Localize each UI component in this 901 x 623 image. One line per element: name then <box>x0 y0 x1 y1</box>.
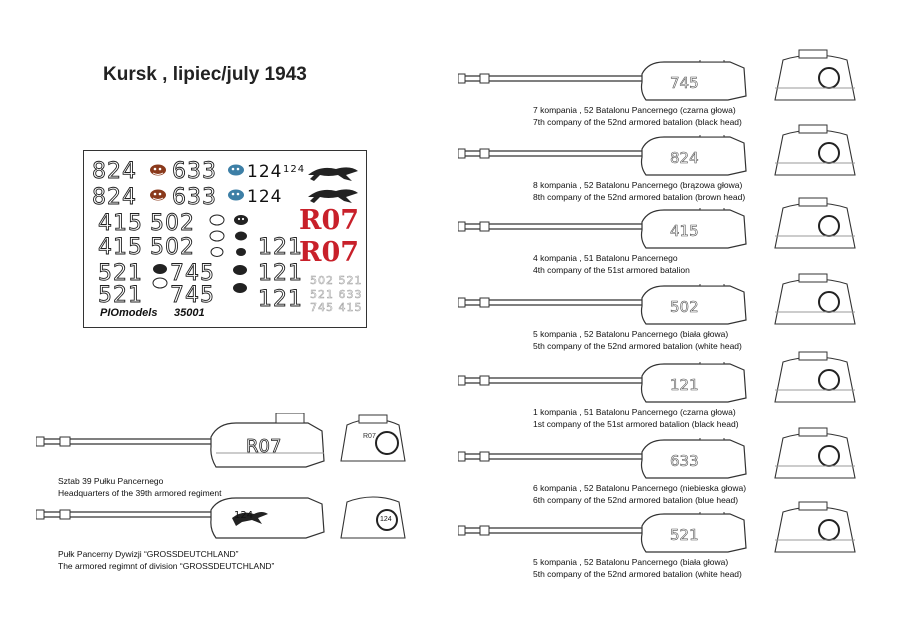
caption-english: 5th company of the 52nd armored batalion (white head) <box>533 569 742 579</box>
panther-head-icon <box>230 263 250 297</box>
caption-polish: 6 kompania , 52 Batalonu Pancernego (niebieska głowa) <box>533 483 747 493</box>
faded-decal-row: 521 633 <box>310 288 363 301</box>
panther-head-icon <box>226 163 246 177</box>
leaping-panther-icon <box>306 183 360 205</box>
decal-number: 745 <box>170 283 215 308</box>
decal-number: 633 <box>172 159 217 184</box>
turret-front-number: R07 <box>363 433 376 440</box>
decal-number: 824 <box>92 159 137 184</box>
tank-side-view <box>458 362 750 404</box>
panther-head-icon <box>150 261 170 291</box>
turret-front-view <box>771 48 859 104</box>
decal-number: 124 <box>283 164 306 175</box>
caption-polish: 8 kompania , 52 Batalonu Pancernego (brązowa głowa) <box>533 180 743 190</box>
caption-polish: 4 kompania , 51 Batalonu Pancernego <box>533 253 678 263</box>
caption-english: 8th company of the 52nd armored batalion (brown head) <box>533 192 746 202</box>
tank-side-view <box>36 496 326 540</box>
decal-number: 121 <box>258 287 303 312</box>
panther-head-icon <box>208 213 252 227</box>
turret-number: 745 <box>670 74 699 92</box>
panther-head-icon <box>226 188 246 202</box>
page-title: Kursk , lipiec/july 1943 <box>103 64 307 85</box>
tank-side-view <box>36 413 326 473</box>
decal-sheet <box>83 150 367 328</box>
faded-decal-row: 502 521 <box>310 274 363 287</box>
turret-front-view <box>771 272 859 328</box>
turret-front-view <box>771 123 859 179</box>
tank-side-view <box>458 512 750 554</box>
caption-polish: 7 kompania , 52 Batalonu Pancernego (czarna głowa) <box>533 105 736 115</box>
turret-number: 121 <box>670 376 699 394</box>
panther-head-icon <box>208 245 252 259</box>
tank-side-view <box>458 60 750 102</box>
turret-front-number: 124 <box>380 516 392 523</box>
brand-name: PIOmodels <box>100 307 158 319</box>
turret-number: 521 <box>670 526 699 544</box>
tank-side-view <box>458 438 750 480</box>
red-decal-code: R07 <box>299 237 360 268</box>
turret-number: 124 <box>234 510 254 521</box>
decal-number: 121 <box>258 235 303 260</box>
decal-number: 824 <box>92 185 137 210</box>
turret-front-view <box>337 411 409 467</box>
panther-head-icon <box>148 163 168 177</box>
decal-number: 124 <box>247 162 283 182</box>
decal-number: 415 <box>98 235 143 260</box>
caption-polish: Pułk Pancerny Dywizji “GROSSDEUTCHLAND” <box>58 549 239 559</box>
decal-number: 502 <box>150 211 195 236</box>
caption-english: 6th company of the 52nd armored batalion (blue head) <box>533 495 739 505</box>
caption-polish: 5 kompania , 52 Batalonu Pancernego (biała głowa) <box>533 329 729 339</box>
turret-number: 415 <box>670 222 699 240</box>
caption-english: 1st company of the 51st armored batalion (black head) <box>533 419 739 429</box>
decal-number: 521 <box>98 283 143 308</box>
decal-number: 521 <box>98 261 143 286</box>
sheet-code: 35001 <box>174 307 205 319</box>
faded-decal-row: 745 415 <box>310 301 363 314</box>
turret-number: 502 <box>670 298 699 316</box>
caption-english: The armored regimnt of division “GROSSDEUTCHLAND” <box>58 561 275 571</box>
decal-number: 124 <box>247 187 283 207</box>
caption-english: 4th company of the 51st armored batalion <box>533 265 690 275</box>
caption-english: Headquarters of the 39th armored regiment <box>58 488 222 498</box>
caption-polish: Sztab 39 Pułku Pancernego <box>58 476 164 486</box>
panther-head-icon <box>208 229 252 243</box>
leaping-panther-icon <box>306 161 360 183</box>
decal-number: 415 <box>98 211 143 236</box>
decal-number: 745 <box>170 261 215 286</box>
turret-front-view <box>771 196 859 252</box>
turret-front-view <box>337 492 409 542</box>
tank-side-view <box>458 135 750 177</box>
panther-head-icon <box>148 188 168 202</box>
turret-front-view <box>771 500 859 556</box>
decal-number: 121 <box>258 261 303 286</box>
tank-side-view <box>458 284 750 326</box>
turret-number: 633 <box>670 452 699 470</box>
caption-polish: 1 kompania , 51 Batalonu Pancernego (czarna głowa) <box>533 407 736 417</box>
decal-number: 502 <box>150 235 195 260</box>
turret-front-view <box>771 350 859 406</box>
turret-front-view <box>771 426 859 482</box>
decal-number: 633 <box>172 185 217 210</box>
red-decal-code: R07 <box>299 205 360 236</box>
turret-number: 824 <box>670 149 699 167</box>
tank-side-view <box>458 208 750 250</box>
turret-number: R07 <box>246 436 282 457</box>
caption-polish: 5 kompania , 52 Batalonu Pancernego (biała głowa) <box>533 557 729 567</box>
caption-english: 5th company of the 52nd armored batalion (white head) <box>533 341 742 351</box>
caption-english: 7th company of the 52nd armored batalion (black head) <box>533 117 742 127</box>
